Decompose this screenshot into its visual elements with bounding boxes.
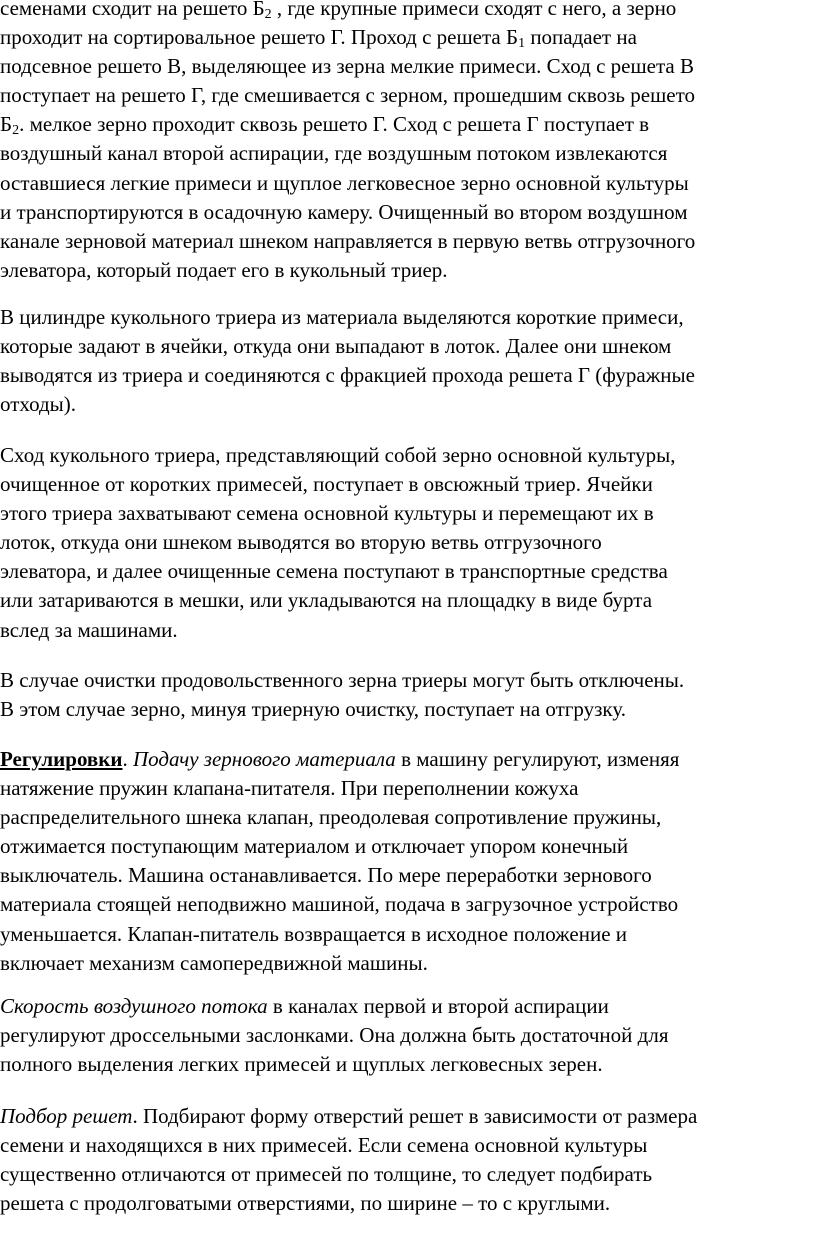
text-span: . — [122, 747, 133, 771]
text-line: существенно отличаются от примесей по толщине, то следует подбирать — [0, 1162, 653, 1187]
paragraph-sieve-flow — [0, 0, 695, 285]
text-line: Сход кукольного триера, представляющий собой зерно основной культуры, — [0, 443, 676, 467]
text-line: оставшиеся легкие примеси и щуплое легковесное зерно основной культуры — [0, 170, 689, 195]
text-line: отходы). — [0, 392, 77, 417]
subscript: 1 — [518, 36, 526, 52]
text-span: . Подбирают форму отверстий решет в зависимости от размера — [132, 1104, 698, 1128]
text-line: В этом случае зерно, минуя триерную очистку, поступает на отгрузку. — [0, 697, 626, 722]
subscript: 2 — [264, 7, 272, 22]
paragraph-air-speed — [0, 992, 668, 1079]
text-span: в машину регулируют, изменяя — [395, 747, 680, 771]
text-line: элеватора, и далее очищенные семена поступают в транспортные средства — [0, 559, 668, 584]
text-line: включает механизм самопередвижной машины. — [0, 950, 428, 975]
text-span: в каналах первой и второй аспирации — [267, 994, 609, 1018]
text-line — [0, 110, 695, 139]
paragraph-sieve-selection — [0, 1102, 697, 1218]
italic-term: Подачу зернового материала — [132, 747, 396, 771]
text-line — [0, 0, 695, 23]
text-line: семени и находящихся в них примесей. Если семена основной культуры — [0, 1133, 648, 1158]
text-line: выводятся из триера и соединяются с фракцией прохода решета Г (фуражные — [0, 363, 695, 388]
text-line: выключатель. Машина останавливается. По мере переработки зернового — [0, 863, 652, 888]
text-span: Б — [0, 112, 13, 137]
text-line: материала стоящей неподвижно машиной, подача в загрузочное устройство — [0, 892, 679, 917]
text-span: проходит на сортировальное решето Г. Проход с решета Б — [0, 25, 519, 50]
paragraph-cockle-trier — [0, 303, 695, 419]
text-line: В цилиндре кукольного триера из материала выделяются короткие примеси, — [0, 305, 684, 329]
text-line: этого триера захватывают семена основной культуры и перемещают их в — [0, 501, 654, 526]
text-line: которые задают в ячейки, откуда они выпадают в лоток. Далее они шнеком — [0, 334, 672, 359]
text-line: натяжение пружин клапана-питателя. При переполнении кожуха — [0, 776, 579, 801]
text-line: подсевное решето В, выделяющее из зерна мелкие примеси. Сход с решета В — [0, 54, 694, 79]
text-span: семенами сходит на решето Б — [0, 0, 265, 20]
text-line: полного выделения легких примесей и щуплых легковесных зерен. — [0, 1052, 603, 1077]
text-line — [0, 23, 695, 52]
text-line: лоток, откуда они шнеком выводятся во вторую ветвь отгрузочного — [0, 530, 602, 555]
text-span: попадает на — [525, 25, 637, 50]
text-line: канале зерновой материал шнеком направляется в первую ветвь отгрузочного — [0, 228, 696, 253]
section-heading: Регулировки — [0, 747, 123, 771]
text-line — [0, 745, 679, 774]
paragraph-oat-trier — [0, 441, 675, 645]
text-span: . мелкое зерно проходит сквозь решето Г. Сход с решета Г поступает в — [19, 112, 650, 137]
text-line: отжимается поступающим материалом и отключает упором конечный — [0, 834, 629, 859]
text-span: , где крупные примеси сходят с него, а зерно — [271, 0, 677, 20]
text-line: воздушный канал второй аспирации, где воздушным потоком извлекаются — [0, 141, 668, 166]
italic-term: Скорость воздушного потока — [0, 994, 268, 1018]
italic-term: Подбор решет — [0, 1104, 133, 1128]
paragraph-food-grain — [0, 666, 684, 724]
text-line: распределительного шнека клапан, преодолевая сопротивление пружины, — [0, 805, 662, 830]
text-line — [0, 1102, 697, 1131]
paragraph-adjustments — [0, 745, 679, 978]
text-line: вслед за машинами. — [0, 617, 178, 642]
text-line: очищенное от коротких примесей, поступает в овсюжный триер. Ячейки — [0, 472, 653, 497]
text-line: поступает на решето Г, где смешивается с зерном, прошедшим сквозь решето — [0, 83, 695, 108]
text-line: или затариваются в мешки, или укладываются на площадку в виде бурта — [0, 588, 653, 613]
subscript: 2 — [12, 123, 20, 139]
text-line — [0, 992, 668, 1021]
text-line: уменьшается. Клапан-питатель возвращается в исходное положение и — [0, 921, 628, 946]
text-line: и транспортируются в осадочную камеру. Очищенный во втором воздушном — [0, 199, 688, 224]
text-line: решета с продолговатыми отверстиями, по ширине – то с круглыми. — [0, 1191, 611, 1216]
text-line: В случае очистки продовольственного зерна триеры могут быть отключены. — [0, 668, 685, 692]
text-line: элеватора, который подает его в кукольный триер. — [0, 257, 448, 282]
text-line: регулируют дроссельными заслонками. Она должна быть достаточной для — [0, 1023, 669, 1048]
